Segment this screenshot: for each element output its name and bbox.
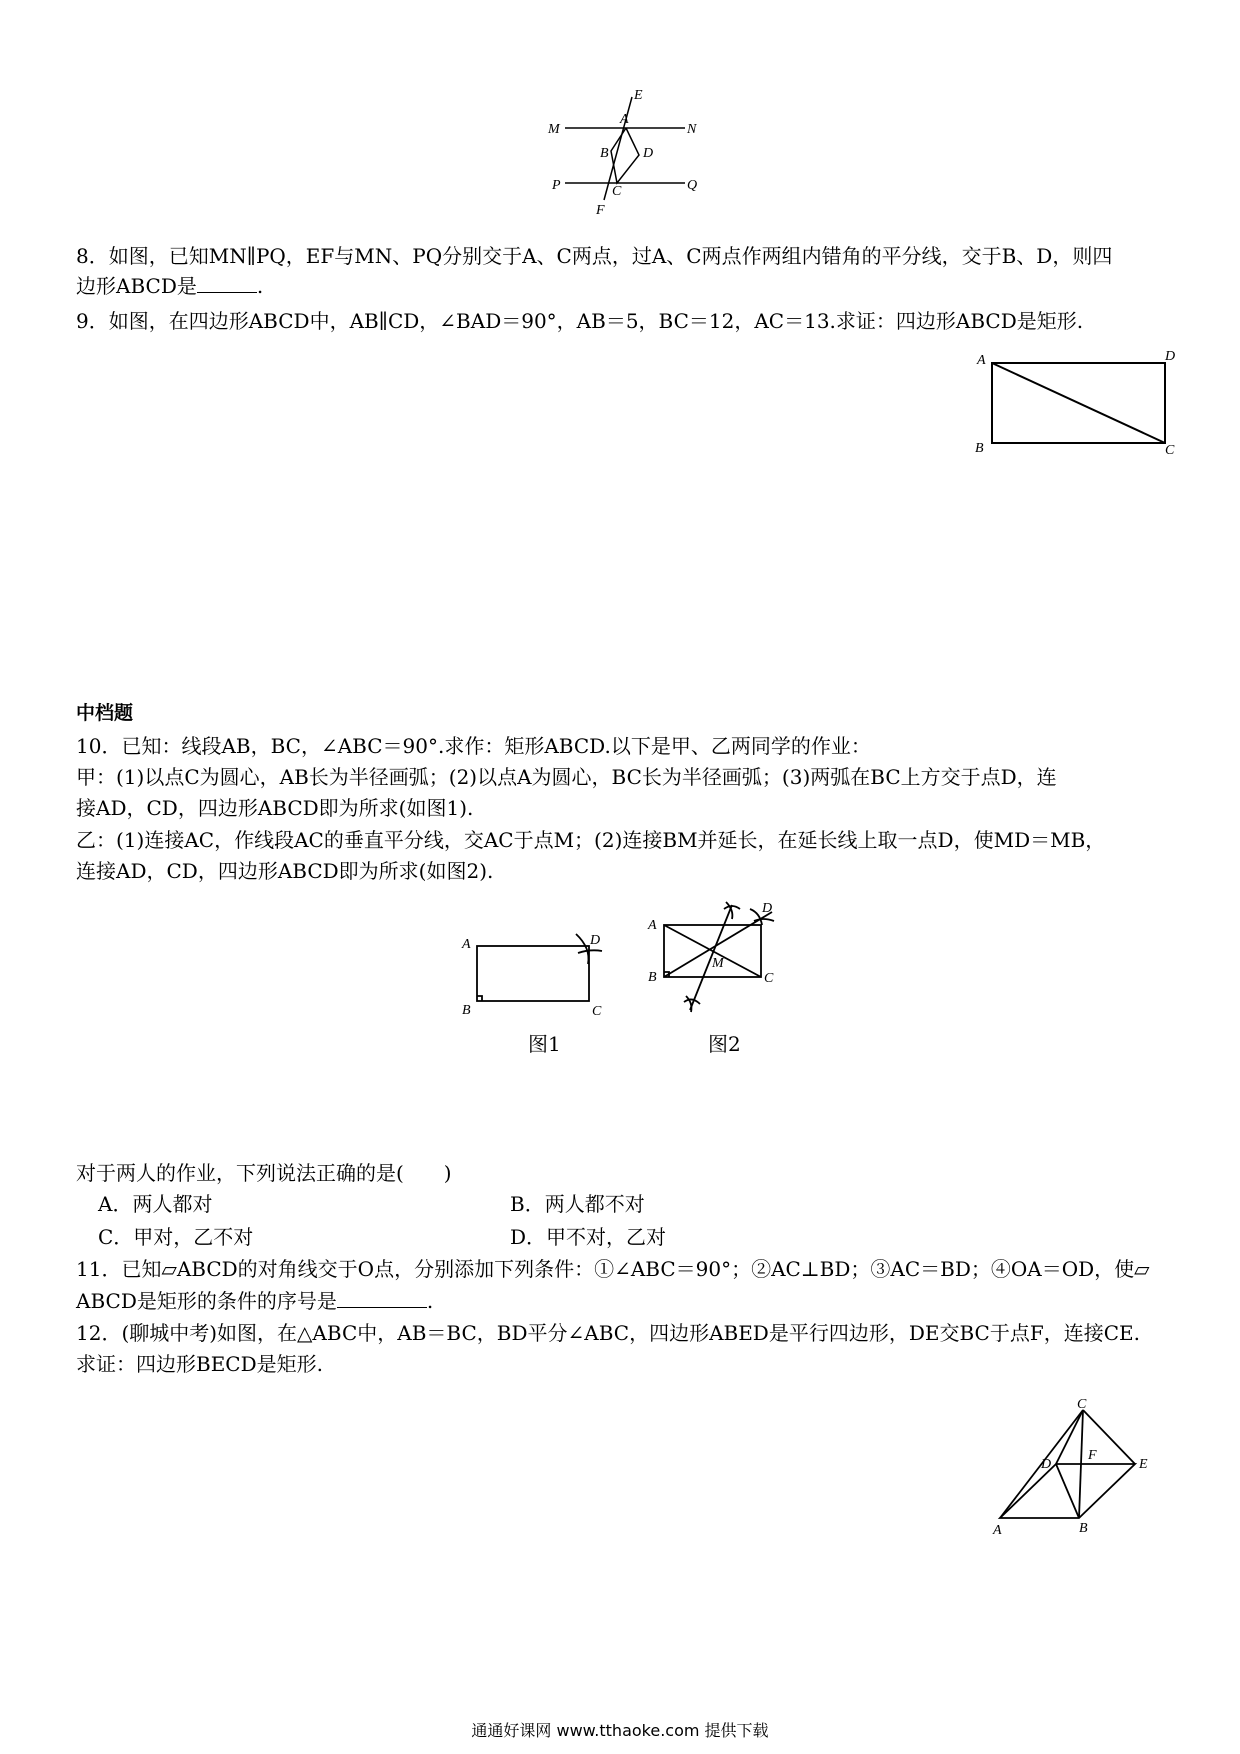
section-title: 中档题: [76, 702, 134, 724]
label-F: F: [1088, 1448, 1097, 1463]
label-C: C: [592, 1004, 602, 1019]
q11-line2-text: ABCD是矩形的条件的序号是: [76, 1289, 337, 1313]
q10-question: 对于两人的作业，下列说法正确的是( ): [76, 1161, 452, 1185]
label-A: A: [620, 112, 629, 127]
q9-text: 9．如图，在四边形ABCD中，AB∥CD，∠BAD＝90°，AB＝5，BC＝12，AC＝13.求证：四边形ABCD是矩形.: [76, 309, 1084, 333]
label-C: C: [612, 184, 622, 199]
q11-line2: [76, 1288, 433, 1314]
figure-q8: [548, 85, 698, 218]
q10-line3: 接AD，CD，四边形ABCD即为所求(如图1).: [76, 796, 474, 820]
label-D: D: [590, 933, 601, 948]
label-Q: Q: [687, 178, 698, 193]
label-A: A: [462, 937, 471, 952]
q11-line2-end: .: [426, 1289, 434, 1313]
q10-line1: 10．已知：线段AB，BC，∠ABC＝90°.求作：矩形ABCD.以下是甲、乙两同学的作业：: [76, 734, 871, 758]
q8-line2-text: 边形ABCD是: [76, 274, 197, 298]
q10-option-b[interactable]: B．两人都不对: [510, 1192, 645, 1216]
label-P: P: [552, 178, 561, 193]
label-E: E: [634, 88, 643, 103]
label-N: N: [687, 122, 697, 137]
label-A: A: [648, 918, 657, 933]
q8-line2: [76, 273, 263, 299]
q10-line4: 乙：(1)连接AC，作线段AC的垂直平分线，交AC于点M；(2)连接BM并延长，在延长线上取一点D，使MD＝MB，: [76, 828, 1106, 852]
q12-line1: 12．(聊城中考)如图，在△ABC中，AB＝BC，BD平分∠ABC，四边形ABED是平行四边形，DE交BC于点F，连接CE.: [76, 1321, 1140, 1345]
footer: 通通好课网 www.tthaoke.com 提供下载: [471, 1721, 769, 1740]
label-C: C: [1165, 443, 1175, 458]
label-C: C: [1077, 1397, 1087, 1412]
label-E: E: [1139, 1457, 1148, 1472]
figure-1: [460, 928, 610, 1018]
label-D: D: [762, 901, 773, 916]
label-B: B: [648, 970, 657, 985]
figure-q9: [975, 348, 1175, 458]
label-F: F: [596, 203, 605, 218]
label-B: B: [600, 146, 609, 161]
q10-option-d[interactable]: D．甲不对，乙对: [510, 1225, 667, 1249]
label-D: D: [1041, 1457, 1052, 1472]
q10-option-c[interactable]: C．甲对，乙不对: [98, 1225, 254, 1249]
figure-q12: [985, 1398, 1185, 1538]
q11-answer-blank[interactable]: [337, 1289, 427, 1308]
label-B: B: [462, 1003, 471, 1018]
figure-2-caption: 图2: [708, 1032, 741, 1056]
q8-line1: 8．如图，已知MN∥PQ，EF与MN、PQ分别交于A、C两点，过A、C两点作两组内错角的平分线，交于B、D，则四: [76, 244, 1113, 268]
q10-line2: 甲：(1)以点C为圆心，AB长为半径画弧；(2)以点A为圆心，BC长为半径画弧；(3)两弧在BC上方交于点D，连: [76, 765, 1057, 789]
label-D: D: [643, 146, 654, 161]
label-A: A: [993, 1523, 1002, 1538]
q8-answer-blank[interactable]: [197, 274, 257, 293]
q12-line2: 求证：四边形BECD是矩形.: [76, 1352, 323, 1376]
q10-line5: 连接AD，CD，四边形ABCD即为所求(如图2).: [76, 859, 494, 883]
figure-2: [642, 895, 792, 1025]
label-B: B: [975, 441, 984, 456]
label-C: C: [764, 971, 774, 986]
label-D: D: [1165, 349, 1176, 364]
label-M: M: [548, 122, 560, 137]
q8-line2-end: .: [256, 274, 264, 298]
label-A: A: [977, 353, 986, 368]
q11-line1: 11．已知▱ABCD的对角线交于O点，分别添加下列条件：①∠ABC＝90°；②AC⊥BD；③AC＝BD；④OA＝OD，使▱: [76, 1257, 1150, 1281]
label-B: B: [1079, 1521, 1088, 1536]
figure-1-caption: 图1: [528, 1032, 561, 1056]
label-M: M: [712, 956, 724, 971]
q10-option-a[interactable]: A．两人都对: [98, 1192, 213, 1216]
